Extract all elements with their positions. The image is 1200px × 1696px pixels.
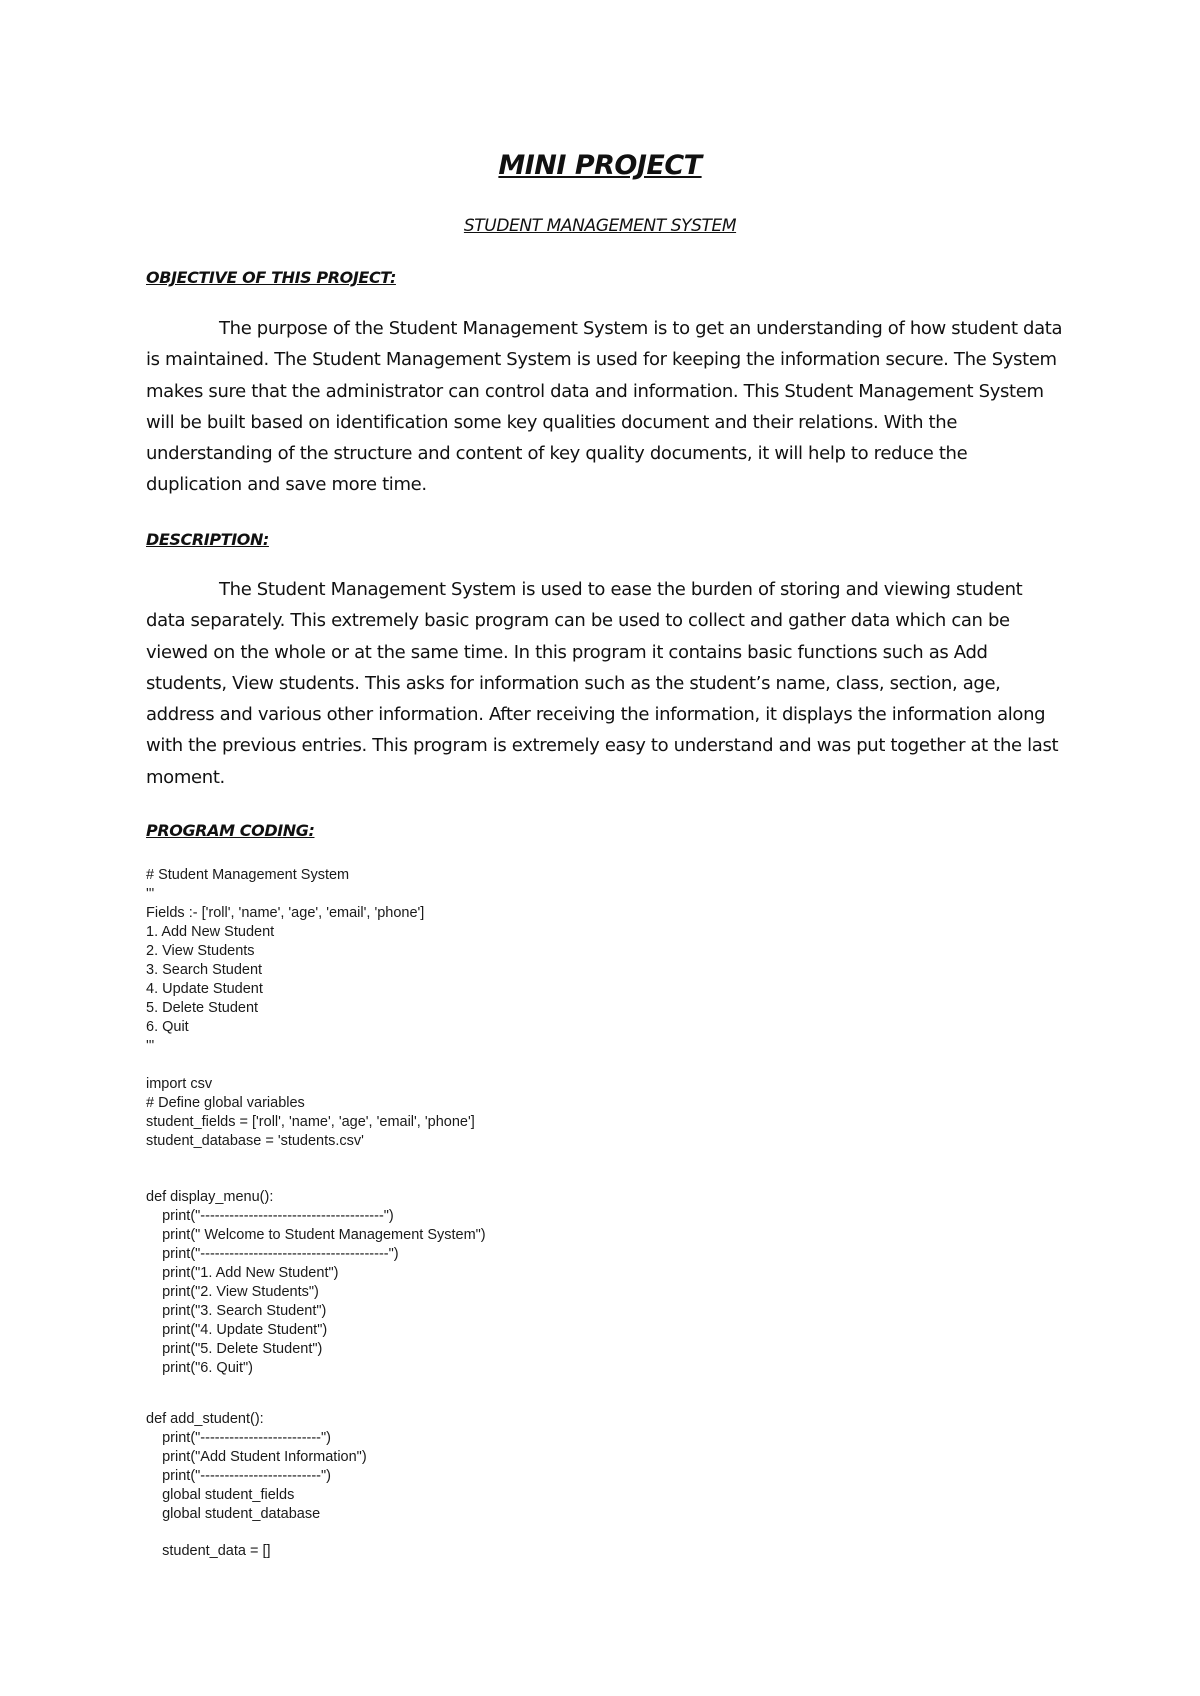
code-block-student-data: student_data = []	[146, 1543, 271, 1559]
document-title: MINI PROJECT	[498, 150, 702, 181]
code-block-imports: import csv # Define global variables student_fields = ['roll', 'name', 'age', 'email', 'phone'] student_database = 'students.csv'	[146, 1076, 475, 1149]
section-heading-program-coding: PROGRAM CODING:	[146, 821, 315, 840]
description-paragraph: The Student Management System is used to ease the burden of storing and viewing student data separately. This extremely basic program can be used to collect and gather data which can be viewed on the whole or at the same time. In this program it contains basic functions such as Add students, View students. This asks for information such as the student’s name, class, section, age, address and various other information. After receiving the information, it displays the information along with the previous entries. This program is extremely easy to understand and was put together at the last moment.	[146, 579, 1059, 788]
code-block-add-student: def add_student(): print("-------------------------") print("Add Student Information") print("-------------------------") global student_fields global student_database	[146, 1411, 367, 1522]
section-heading-description: DESCRIPTION:	[146, 530, 269, 549]
document-subtitle: STUDENT MANAGEMENT SYSTEM	[463, 216, 737, 236]
code-block-header-comment: # Student Management System ''' Fields :- ['roll', 'name', 'age', 'email', 'phone'] 1. Add New Student 2. View Students 3. Search Student 4. Update Student 5. Delete Student 6. Quit '''	[146, 867, 425, 1054]
code-block-display-menu: def display_menu(): print("--------------------------------------") print(" Welcome to Student Management System") print("---------------------------------------") print("1. Add New Student") print("2. View Students") print("3. Search Student") print("4. Update Student") print("5. Delete Student") print("6. Quit")	[146, 1189, 486, 1376]
objective-paragraph: The purpose of the Student Management System is to get an understanding of how student data is maintained. The Student Management System is used for keeping the information secure. The System makes sure that the administrator can control data and information. This Student Management System will be built based on identification some key qualities document and their relations. With the understanding of the structure and content of key quality documents, it will help to reduce the duplication and save more time.	[146, 318, 1063, 496]
section-heading-objective: OBJECTIVE OF THIS PROJECT:	[146, 268, 396, 287]
